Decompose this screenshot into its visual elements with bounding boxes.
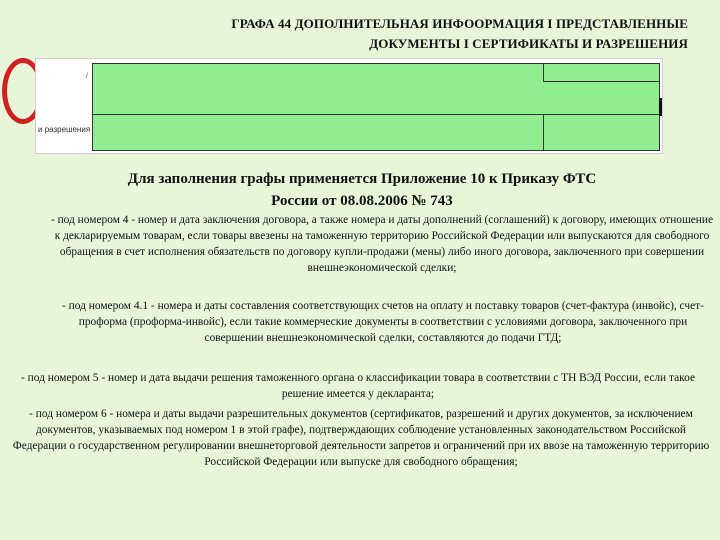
field-corner-box — [543, 64, 660, 82]
field-lower-box — [543, 114, 660, 150]
heading-line-2: России от 08.08.2006 № 743 — [271, 193, 453, 209]
title-line-1: ГРАФА 44 ДОПОЛНИТЕЛЬНАЯ ИНФООРМАЦИЯ I ПРЕДСТАВЛЕННЫЕ — [231, 16, 688, 31]
title-line-2: ДОКУМЕНТЫ I СЕРТИФИКАТЫ И РАЗРЕШЕНИЯ — [369, 36, 688, 51]
form-mark: / — [86, 73, 88, 80]
field-edge-bar — [659, 98, 662, 116]
form-field-44 — [92, 63, 660, 151]
page-title — [231, 14, 688, 54]
section-heading — [62, 168, 662, 212]
paragraph-item-5: - под номером 5 - номер и дата выдачи решения таможенного органа о классификации товара в соответствии с ТН ВЭД России, если такое решение имеется у декларанта; — [20, 372, 696, 400]
heading-line-1: Для заполнения графы применяется Приложение 10 к Приказу ФТС — [127, 171, 597, 187]
paragraph-item-6: - под номером 6 - номера и даты выдачи разрешительных документов (сертификатов, разрешений и других документов, за исключением документов, указываемых под номером 1 в этой графе), подтверждающих соблюдение установленных законодательством Российской Федерации о государственном регулировании внешнеторговой деятельности запретов и ограничений при их ввозе на таможенную территорию Российской Федерации или выпуске для свободного обращения; — [12, 408, 710, 468]
paragraph-item-4: - под номером 4 - номер и дата заключения договора, а также номера и даты дополнений (соглашений) к договору, имеющих отношение к декларируемым товарам, если товары ввезены на таможенную территорию Российской Федерации или выпускаются для свободного обращения в счет исполнения обязательств по договору купли-продажи (мены) либо иного договора, заключенного при совершении внешнеэкономической сделки; — [50, 214, 714, 274]
form-side-label: и разрешения — [38, 125, 91, 134]
paragraph-item-4-1: - под номером 4.1 - номера и даты составления соответствующих счетов на оплату и поставку товаров (счет-фактура (инвойс), счет-проформа (проформа-инвойс), если такие коммерческие документы в соответствии с условиями договора, заключенного при совершении внешнеэкономической сделки, составляются до подачи ГТД; — [62, 300, 704, 344]
form-image — [35, 58, 663, 154]
